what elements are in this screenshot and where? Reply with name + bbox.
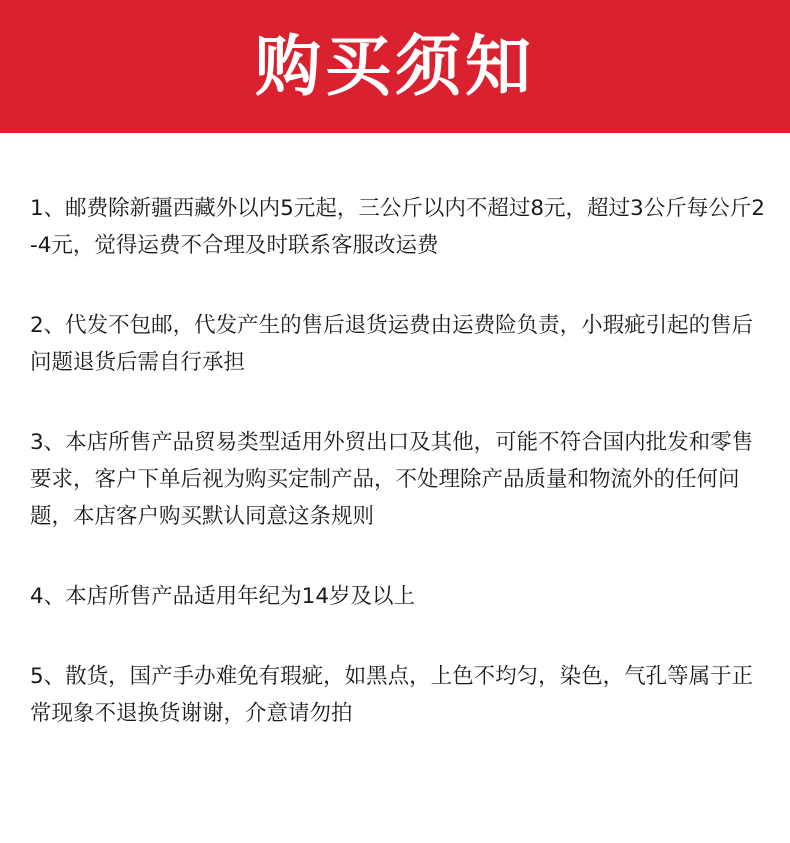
notice-item-4: 4、本店所售产品适用年纪为14岁及以上 — [30, 584, 416, 609]
notice-item-2: 2、代发不包邮，代发产生的售后退货运费由运费险负责，小瑕疵引起的售后问题退货后需自行承担 — [30, 313, 754, 375]
notice-list — [30, 190, 765, 775]
page-title: 购买须知 — [255, 27, 535, 105]
header-banner — [0, 0, 790, 133]
notice-item-1: 1、邮费除新疆西藏外以内5元起，三公斤以内不超过8元，超过3公斤每公斤2-4元，觉得运费不合理及时联系客服改运费 — [30, 196, 765, 258]
notice-item-3: 3、本店所售产品贸易类型适用外贸出口及其他，可能不符合国内批发和零售要求，客户下单后视为购买定制产品，不处理除产品质量和物流外的任何问题，本店客户购买默认同意这条规则 — [30, 430, 754, 529]
notice-item-5: 5、散货，国产手办难免有瑕疵，如黑点，上色不均匀，染色，气孔等属于正常现象不退换货谢谢，介意请勿拍 — [30, 664, 754, 726]
